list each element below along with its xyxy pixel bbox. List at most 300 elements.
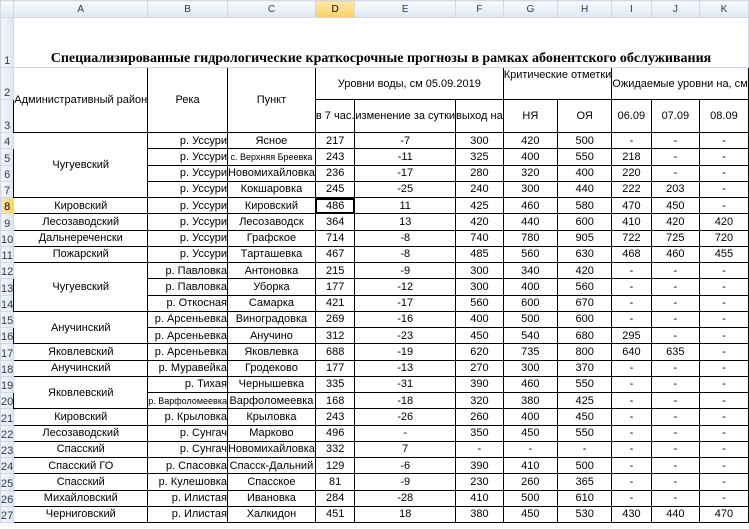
cell-forecast-1[interactable]: - [612,263,651,279]
row-header[interactable]: 6 [1,165,14,181]
cell-point[interactable]: Tарташевка [227,246,315,262]
cell-level-7h[interactable]: 177 [315,360,354,376]
cell-oya[interactable]: 670 [558,295,612,311]
cell-oya[interactable]: 550 [558,376,612,392]
cell-forecast-3[interactable]: - [700,360,749,376]
cell-change[interactable]: -17 [355,295,456,311]
row-header[interactable]: 27 [1,506,14,522]
cell-point[interactable]: Марково [227,425,315,441]
row-header[interactable]: 3 [1,100,14,133]
cell-point[interactable]: Халкидон [227,506,315,522]
cell-forecast-3[interactable]: 470 [700,506,749,522]
cell-district[interactable]: Чугуевский [14,263,148,312]
cell-river[interactable]: р. Варфоломеевка [148,393,228,409]
cell-exit[interactable]: 260 [456,409,504,425]
row-header[interactable]: 19 [1,376,14,392]
row-header[interactable]: 16 [1,328,14,344]
cell-oya[interactable]: 500 [558,133,612,149]
cell-district[interactable]: Черниговский [14,506,148,522]
cell-exit[interactable]: 620 [456,344,504,360]
cell-nya[interactable]: 320 [503,165,557,181]
cell-nya[interactable]: 450 [503,425,557,441]
cell-change[interactable]: -26 [355,409,456,425]
column-header-h[interactable]: H [558,1,612,18]
cell-level-7h[interactable]: 245 [315,181,354,197]
cell-forecast-2[interactable]: - [651,360,700,376]
cell-exit[interactable]: 280 [456,165,504,181]
cell-forecast-2[interactable]: 635 [651,344,700,360]
header-oya[interactable]: ОЯ [558,100,612,133]
cell-forecast-2[interactable]: 440 [651,506,700,522]
cell-river[interactable]: р. Уссури [148,181,228,197]
cell-point[interactable]: Спасск-Дальний [227,458,315,474]
cell-oya[interactable]: 550 [558,149,612,165]
cell-oya[interactable]: 680 [558,328,612,344]
cell-point[interactable]: Антоновка [227,263,315,279]
row-header[interactable]: 13 [1,279,14,295]
cell-nya[interactable]: 410 [503,458,557,474]
cell-forecast-3[interactable]: - [700,458,749,474]
cell-level-7h[interactable]: 243 [315,409,354,425]
cell-nya[interactable]: 400 [503,409,557,425]
cell-forecast-1[interactable]: - [612,311,651,327]
cell-point[interactable]: Новомихайловка [227,441,315,457]
cell-level-7h[interactable]: 332 [315,441,354,457]
cell-oya[interactable]: 420 [558,263,612,279]
cell-forecast-3[interactable]: - [700,149,749,165]
cell-river[interactable]: р. Сунгач [148,441,228,457]
cell-forecast-2[interactable]: - [651,133,700,149]
cell-river[interactable]: р. Муравейка [148,360,228,376]
cell-change[interactable]: -9 [355,263,456,279]
cell-nya[interactable]: 420 [503,133,557,149]
cell-level-7h[interactable]: 467 [315,246,354,262]
cell-level-7h[interactable]: 496 [315,425,354,441]
cell-river[interactable]: р. Уссури [148,198,228,214]
cell-district[interactable]: Анучинский [14,311,148,344]
row-header[interactable]: 1 [1,18,14,68]
cell-district[interactable]: Спасский [14,474,148,490]
cell-forecast-2[interactable]: - [651,279,700,295]
cell-exit[interactable]: 230 [456,474,504,490]
cell-change[interactable]: -23 [355,328,456,344]
cell-oya[interactable]: 580 [558,198,612,214]
selected-cell[interactable]: 486 [315,198,354,214]
cell-forecast-1[interactable]: - [612,409,651,425]
cell-forecast-2[interactable]: - [651,458,700,474]
cell-forecast-1[interactable]: 295 [612,328,651,344]
row-header[interactable]: 4 [1,133,14,149]
cell-district[interactable]: Кировский [14,409,148,425]
cell-level-7h[interactable]: 312 [315,328,354,344]
cell-forecast-2[interactable]: - [651,149,700,165]
cell-forecast-1[interactable]: 410 [612,214,651,230]
cell-river[interactable]: р. Уссури [148,133,228,149]
cell-forecast-3[interactable]: - [700,441,749,457]
cell-forecast-1[interactable]: - [612,458,651,474]
cell-nya[interactable]: 400 [503,149,557,165]
cell-exit[interactable]: 450 [456,328,504,344]
header-expected[interactable]: Ожидаемые уровни на, см [612,68,748,100]
cell-exit[interactable]: 390 [456,458,504,474]
cell-district[interactable]: Спасский [14,441,148,457]
cell-forecast-2[interactable]: - [651,263,700,279]
cell-river[interactable]: р. Павловка [148,279,228,295]
cell-change[interactable]: -18 [355,393,456,409]
cell-exit[interactable]: 380 [456,506,504,522]
header-nya[interactable]: НЯ [503,100,557,133]
cell-change[interactable]: -8 [355,230,456,246]
header-critical[interactable]: Критические отметки [503,68,612,100]
cell-forecast-3[interactable]: - [700,133,749,149]
cell-level-7h[interactable]: 236 [315,165,354,181]
cell-district[interactable]: Лесозаводский [14,425,148,441]
cell-point[interactable]: Чернышевка [227,376,315,392]
cell-change[interactable]: -16 [355,311,456,327]
cell-nya[interactable]: 450 [503,506,557,522]
cell-point[interactable]: Самарка [227,295,315,311]
cell-forecast-2[interactable]: - [651,409,700,425]
cell-forecast-3[interactable]: - [700,311,749,327]
cell-point[interactable]: Графское [227,230,315,246]
header-point[interactable]: Пункт [227,68,315,133]
row-header[interactable]: 9 [1,214,14,230]
cell-level-7h[interactable]: 215 [315,263,354,279]
cell-point[interactable]: Лесозаводск [227,214,315,230]
cell-level-7h[interactable]: 284 [315,490,354,506]
cell-forecast-3[interactable]: - [700,198,749,214]
cell-forecast-3[interactable]: 455 [700,246,749,262]
cell-forecast-3[interactable]: - [700,328,749,344]
cell-river[interactable]: р. Уссури [148,165,228,181]
cell-level-7h[interactable]: 688 [315,344,354,360]
cell-exit[interactable]: 740 [456,230,504,246]
cell-river[interactable]: р. Арсеньевка [148,344,228,360]
cell-nya[interactable]: 300 [503,360,557,376]
cell-forecast-2[interactable]: 450 [651,198,700,214]
cell-point[interactable]: Анучино [227,328,315,344]
header-date-3[interactable]: 08.09 [700,100,749,133]
cell-nya[interactable]: 735 [503,344,557,360]
cell-river[interactable]: р. Уссури [148,230,228,246]
cell-oya[interactable]: 500 [558,458,612,474]
cell-point[interactable]: Спасское [227,474,315,490]
cell-change[interactable]: -9 [355,474,456,490]
cell-change[interactable]: -11 [355,149,456,165]
row-header[interactable]: 7 [1,181,14,197]
select-all-corner[interactable] [1,1,14,18]
cell-river[interactable]: р. Откосная [148,295,228,311]
cell-river[interactable]: р. Крыловка [148,409,228,425]
row-header[interactable]: 15 [1,311,14,327]
cell-exit[interactable]: 240 [456,181,504,197]
column-header-c[interactable]: C [227,1,315,18]
header-at-7[interactable]: в 7 час. [315,100,354,133]
cell-nya[interactable]: 300 [503,181,557,197]
row-header[interactable]: 21 [1,409,14,425]
cell-river[interactable]: р. Павловка [148,263,228,279]
row-header[interactable]: 11 [1,246,14,262]
cell-exit[interactable]: 560 [456,295,504,311]
cell-river[interactable]: р. Уссури [148,246,228,262]
cell-exit[interactable]: 420 [456,214,504,230]
row-header[interactable]: 20 [1,393,14,409]
cell-river[interactable]: р. Арсеньевка [148,311,228,327]
header-date-2[interactable]: 07.09 [651,100,700,133]
cell-exit[interactable]: 425 [456,198,504,214]
cell-forecast-1[interactable]: - [612,376,651,392]
cell-forecast-3[interactable]: - [700,490,749,506]
cell-forecast-3[interactable]: - [700,263,749,279]
cell-change[interactable]: - [355,425,456,441]
cell-change[interactable]: -25 [355,181,456,197]
cell-point[interactable]: Яковлевка [227,344,315,360]
cell-point[interactable]: Виноградовка [227,311,315,327]
cell-level-7h[interactable]: 168 [315,393,354,409]
cell-oya[interactable]: - [558,441,612,457]
cell-nya[interactable]: 400 [503,279,557,295]
cell-river[interactable]: р. Уссури [148,214,228,230]
cell-exit[interactable]: 350 [456,425,504,441]
cell-forecast-2[interactable]: - [651,295,700,311]
cell-level-7h[interactable]: 129 [315,458,354,474]
cell-level-7h[interactable]: 177 [315,279,354,295]
cell-river[interactable]: р. Илистая [148,506,228,522]
cell-forecast-1[interactable]: - [612,360,651,376]
cell-level-7h[interactable]: 451 [315,506,354,522]
cell-forecast-1[interactable]: - [612,474,651,490]
cell-change[interactable]: -7 [355,133,456,149]
cell-level-7h[interactable]: 217 [315,133,354,149]
cell-forecast-3[interactable]: - [700,344,749,360]
cell-river[interactable]: р. Тихая [148,376,228,392]
cell-level-7h[interactable]: 269 [315,311,354,327]
cell-nya[interactable]: 500 [503,490,557,506]
column-header-j[interactable]: J [651,1,700,18]
cell-forecast-2[interactable]: 725 [651,230,700,246]
cell-forecast-1[interactable]: - [612,441,651,457]
cell-nya[interactable]: 440 [503,214,557,230]
cell-forecast-2[interactable]: 203 [651,181,700,197]
cell-river[interactable]: р. Илистая [148,490,228,506]
cell-nya[interactable]: 560 [503,246,557,262]
cell-oya[interactable]: 800 [558,344,612,360]
cell-change[interactable]: 13 [355,214,456,230]
cell-oya[interactable]: 560 [558,279,612,295]
cell-level-7h[interactable]: 335 [315,376,354,392]
cell-forecast-3[interactable]: - [700,409,749,425]
cell-forecast-3[interactable]: 420 [700,214,749,230]
cell-oya[interactable]: 450 [558,409,612,425]
column-header-f[interactable]: F [456,1,504,18]
cell-oya[interactable]: 600 [558,214,612,230]
cell-forecast-1[interactable]: 218 [612,149,651,165]
cell-district[interactable]: Яковлевский [14,344,148,360]
cell-oya[interactable]: 550 [558,425,612,441]
cell-exit[interactable]: 300 [456,279,504,295]
cell-nya[interactable]: 500 [503,311,557,327]
column-header-k[interactable]: K [700,1,749,18]
cell-exit[interactable]: 320 [456,393,504,409]
cell-oya[interactable]: 400 [558,165,612,181]
cell-point[interactable]: Крыловка [227,409,315,425]
row-header[interactable]: 10 [1,230,14,246]
cell-oya[interactable]: 600 [558,311,612,327]
cell-district[interactable]: Анучинский [14,360,148,376]
cell-change[interactable]: 18 [355,506,456,522]
cell-exit[interactable]: 325 [456,149,504,165]
cell-forecast-2[interactable]: - [651,425,700,441]
cell-point[interactable]: Варфоломеевка [227,393,315,409]
cell-exit[interactable]: 485 [456,246,504,262]
cell-point[interactable]: Новомихайловка [227,165,315,181]
cell-forecast-1[interactable]: 722 [612,230,651,246]
cell-nya[interactable]: - [503,441,557,457]
cell-level-7h[interactable]: 421 [315,295,354,311]
cell-forecast-2[interactable]: 460 [651,246,700,262]
cell-level-7h[interactable]: 364 [315,214,354,230]
cell-point[interactable]: с. Верхняя Бреевка [227,149,315,165]
cell-district[interactable]: Чугуевский [14,133,148,198]
cell-district[interactable]: Дальнереченски [14,230,148,246]
cell-change[interactable]: -28 [355,490,456,506]
column-header-a[interactable]: A [14,1,148,18]
column-header-i[interactable]: I [612,1,651,18]
cell-forecast-1[interactable]: 470 [612,198,651,214]
cell-forecast-2[interactable]: - [651,376,700,392]
cell-nya[interactable]: 460 [503,198,557,214]
cell-change[interactable]: -19 [355,344,456,360]
cell-change[interactable]: -31 [355,376,456,392]
row-header[interactable]: 12 [1,263,14,279]
cell-point[interactable]: Гродеково [227,360,315,376]
row-header[interactable]: 17 [1,344,14,360]
cell-forecast-3[interactable]: - [700,181,749,197]
cell-exit[interactable]: - [456,441,504,457]
cell-forecast-1[interactable]: - [612,133,651,149]
cell-point[interactable]: Кокшаровка [227,181,315,197]
cell-district[interactable]: Яковлевский [14,376,148,409]
cell-nya[interactable]: 540 [503,328,557,344]
cell-nya[interactable]: 340 [503,263,557,279]
cell-forecast-3[interactable]: - [700,165,749,181]
cell-district[interactable]: Спасский ГО [14,458,148,474]
cell-nya[interactable]: 600 [503,295,557,311]
cell-forecast-3[interactable]: - [700,295,749,311]
cell-point[interactable]: Кировский [227,198,315,214]
cell-oya[interactable]: 365 [558,474,612,490]
cell-forecast-1[interactable]: 468 [612,246,651,262]
row-header[interactable]: 25 [1,474,14,490]
cell-district[interactable]: Кировский [14,198,148,214]
cell-forecast-3[interactable]: - [700,279,749,295]
cell-forecast-1[interactable]: - [612,393,651,409]
column-header-b[interactable]: B [148,1,228,18]
row-header[interactable]: 5 [1,149,14,165]
cell-level-7h[interactable]: 243 [315,149,354,165]
cell-change[interactable]: -8 [355,246,456,262]
column-header-g[interactable]: G [503,1,557,18]
cell-forecast-3[interactable]: - [700,474,749,490]
cell-exit[interactable]: 270 [456,360,504,376]
cell-exit[interactable]: 300 [456,133,504,149]
cell-exit[interactable]: 400 [456,311,504,327]
cell-forecast-2[interactable]: - [651,328,700,344]
cell-river[interactable]: р. Сунгач [148,425,228,441]
cell-district[interactable]: Михайловский [14,490,148,506]
cell-oya[interactable]: 425 [558,393,612,409]
cell-forecast-2[interactable]: - [651,311,700,327]
cell-change[interactable]: 11 [355,198,456,214]
cell-exit[interactable]: 390 [456,376,504,392]
cell-forecast-2[interactable]: - [651,165,700,181]
cell-forecast-3[interactable]: - [700,393,749,409]
row-header[interactable]: 26 [1,490,14,506]
row-header[interactable]: 2 [1,68,14,100]
cell-change[interactable]: -12 [355,279,456,295]
header-water-levels[interactable]: Уровни воды, см 05.09.2019 [315,68,503,100]
cell-forecast-1[interactable]: 640 [612,344,651,360]
cell-forecast-1[interactable]: - [612,295,651,311]
cell-forecast-3[interactable]: 720 [700,230,749,246]
cell-change[interactable]: 7 [355,441,456,457]
cell-nya[interactable]: 380 [503,393,557,409]
cell-change[interactable]: -13 [355,360,456,376]
cell-level-7h[interactable]: 714 [315,230,354,246]
cell-forecast-2[interactable]: - [651,474,700,490]
cell-oya[interactable]: 370 [558,360,612,376]
cell-change[interactable]: -17 [355,165,456,181]
cell-forecast-3[interactable]: - [700,376,749,392]
cell-forecast-1[interactable]: 220 [612,165,651,181]
cell-change[interactable]: -6 [355,458,456,474]
header-district[interactable]: Административный район [14,68,148,133]
cell-forecast-1[interactable]: - [612,279,651,295]
header-date-1[interactable]: 06.09 [612,100,651,133]
cell-point[interactable]: Уборка [227,279,315,295]
header-river[interactable]: Река [148,68,228,133]
cell-river[interactable]: р. Спасовка [148,458,228,474]
cell-forecast-2[interactable]: - [651,393,700,409]
cell-forecast-1[interactable]: 222 [612,181,651,197]
cell-forecast-1[interactable]: 430 [612,506,651,522]
cell-oya[interactable]: 610 [558,490,612,506]
cell-exit[interactable]: 300 [456,263,504,279]
cell-exit[interactable]: 410 [456,490,504,506]
row-header[interactable]: 22 [1,425,14,441]
cell-point[interactable]: Ясное [227,133,315,149]
cell-district[interactable]: Лесозаводский [14,214,148,230]
row-header[interactable]: 23 [1,441,14,457]
sheet-title[interactable]: Специализированные гидрологические краткосрочные прогнозы в рамках абонентского обслуживания [14,18,749,68]
row-header[interactable]: 18 [1,360,14,376]
cell-forecast-3[interactable]: - [700,425,749,441]
cell-forecast-1[interactable]: - [612,425,651,441]
cell-nya[interactable]: 260 [503,474,557,490]
cell-district[interactable]: Пожарский [14,246,148,262]
cell-oya[interactable]: 440 [558,181,612,197]
cell-level-7h[interactable]: 81 [315,474,354,490]
cell-forecast-1[interactable]: - [612,490,651,506]
cell-river[interactable]: р. Уссури [148,149,228,165]
cell-nya[interactable]: 780 [503,230,557,246]
cell-forecast-2[interactable]: - [651,441,700,457]
cell-river[interactable]: р. Арсеньевка [148,328,228,344]
row-header[interactable]: 14 [1,295,14,311]
column-header-d[interactable]: D [315,1,354,18]
cell-forecast-2[interactable]: - [651,490,700,506]
cell-oya[interactable]: 905 [558,230,612,246]
